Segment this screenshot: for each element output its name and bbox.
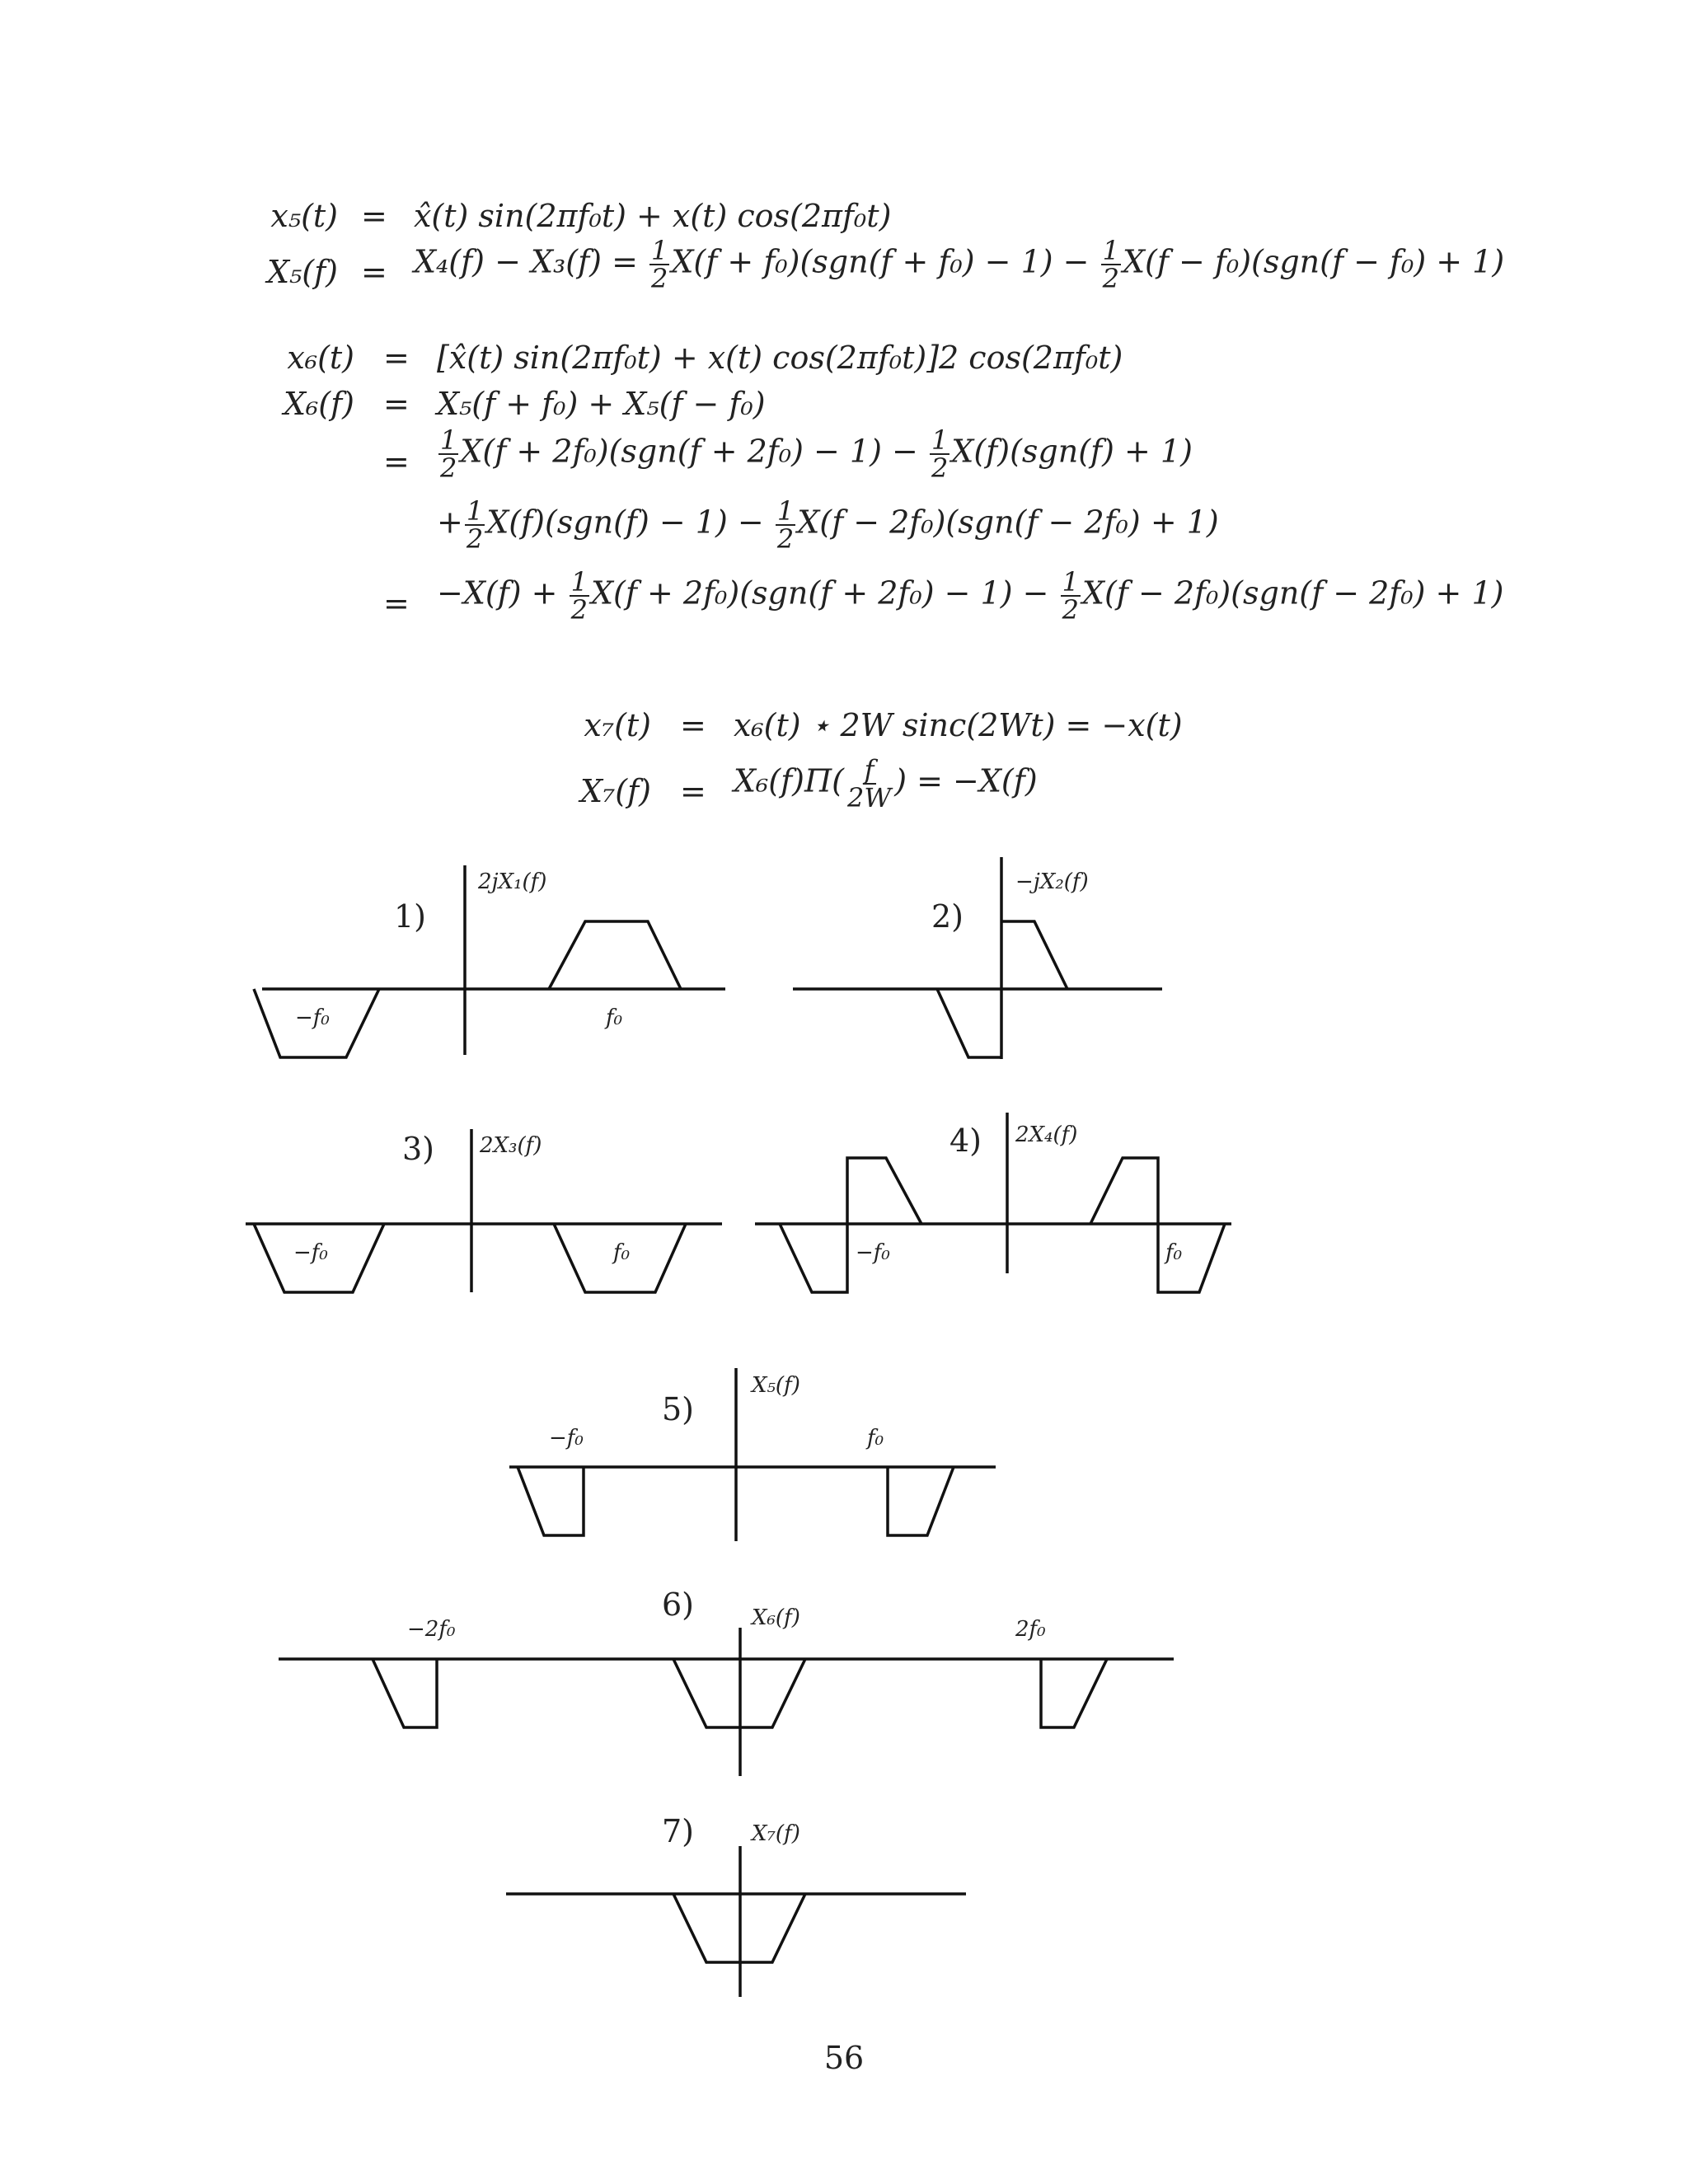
graph-7-number: 7) (662, 1813, 695, 1849)
graph-4-pos-up-shape (1090, 1158, 1158, 1224)
graph-2-negative-shape (937, 989, 1001, 1057)
eq-X7-equals: = (680, 773, 706, 809)
eq-X6-rhs-1: X₅(f + f₀) + X₅(f − f₀) (437, 386, 766, 422)
eq-X6-equals-4: = (383, 585, 410, 621)
fraction-numerator: 1 (931, 424, 949, 456)
graph-2-ylabel: −jX₂(f) (1015, 869, 1089, 894)
eq-x5-rhs: x̂(t) sin(2πf₀t) + x(t) cos(2πf₀t) (414, 198, 892, 234)
eq-X6-rhs-4b: X(f + 2f₀)(sgn(f + 2f₀) − 1) − (590, 574, 1049, 612)
graph-7 (506, 1846, 966, 1997)
graph-5-number: 5) (662, 1391, 695, 1427)
fraction-denominator: 2W (846, 782, 892, 813)
eq-X6-rhs-4a: −X(f) + (437, 574, 558, 612)
graph-1-positive-trapezoid (549, 921, 681, 989)
fraction-numerator: 1 (1102, 235, 1119, 266)
fraction-numerator: 1 (440, 424, 457, 456)
eq-x5-equals: = (361, 198, 387, 234)
graph-1-number: 1) (394, 898, 427, 935)
graph-4 (755, 1113, 1231, 1292)
fraction-numerator: 1 (651, 235, 668, 266)
graph-1-ylabel: 2jX₁(f) (478, 869, 547, 894)
fraction-denominator: 2 (466, 523, 484, 555)
fraction-numerator: 1 (570, 566, 588, 598)
graph-6-right-shape (1041, 1659, 1107, 1727)
graph-5-ylabel: X₅(f) (752, 1373, 800, 1398)
graph-2-number: 2) (931, 898, 964, 935)
fraction-denominator: 2 (1102, 263, 1119, 294)
graph-1-neg-f0-label: −f₀ (295, 1005, 330, 1030)
graph-3-ylabel: 2X₃(f) (480, 1133, 542, 1158)
eq-X6-rhs-2a: X(f + 2f₀)(sgn(f + 2f₀) − 1) − (460, 433, 918, 470)
fraction-denominator: 2 (651, 263, 668, 294)
eq-X6-equals-2: = (383, 443, 410, 480)
graph-1-pos-f0-label: f₀ (606, 1005, 623, 1030)
eq-X7-rhs-a: X₆(f)Π( (734, 762, 844, 799)
graph-2-positive-shape (1001, 921, 1067, 989)
graph-6-neg-2f0-label: −2f₀ (407, 1617, 456, 1642)
graph-6-left-shape (373, 1659, 437, 1727)
eq-X6-equals-1: = (383, 386, 410, 422)
fraction-numerator: 1 (1062, 566, 1079, 598)
eq-x7-equals: = (680, 707, 706, 743)
graph-4-neg-f0-label: −f₀ (856, 1240, 890, 1265)
fraction-denominator: 2 (440, 452, 457, 484)
graph-6-number: 6) (662, 1586, 695, 1623)
fraction-denominator: 2 (931, 452, 949, 484)
eq-X5-equals: = (361, 254, 387, 290)
eq-x7-rhs: x₆(t) ⋆ 2W sinc(2Wt) = −x(t) (734, 707, 1183, 743)
fraction-numerator: f (864, 754, 874, 785)
eq-X5-rhs-a: X₄(f) − X₃(f) = (414, 243, 638, 280)
fraction-numerator: 1 (776, 495, 795, 527)
eq-X6-rhs-2b: X(f)(sgn(f) + 1) (951, 433, 1193, 470)
graph-5-neg-f0-label: −f₀ (549, 1426, 584, 1451)
eq-X7-lhs: X₇(f) (579, 773, 651, 809)
eq-X6-rhs-4c: X(f − 2f₀)(sgn(f − 2f₀) + 1) (1081, 574, 1504, 612)
graph-3-pos-f0-label: f₀ (613, 1240, 631, 1265)
eq-x6-lhs: x₆(t) (287, 340, 354, 376)
graph-5-negative-shape (518, 1467, 584, 1535)
graph-6-pos-2f0-label: 2f₀ (1015, 1617, 1046, 1642)
graph-3-number: 3) (402, 1131, 435, 1167)
graph-4-neg-down-shape (780, 1224, 847, 1292)
eq-X5-lhs: X₅(f) (266, 254, 338, 290)
fraction-numerator: 1 (466, 495, 484, 527)
page-number: 56 (823, 2040, 865, 2076)
eq-X6-rhs-3c: X(f − 2f₀)(sgn(f − 2f₀) + 1) (797, 504, 1219, 541)
eq-x6-rhs: [x̂(t) sin(2πf₀t) + x(t) cos(2πf₀t)]2 cos(2πf₀t) (437, 340, 1123, 376)
graph-7-ylabel: X₇(f) (752, 1821, 800, 1846)
graph-6-ylabel: X₆(f) (752, 1605, 800, 1630)
graph-4-number: 4) (950, 1122, 982, 1159)
eq-x5-lhs: x₅(t) (270, 198, 338, 234)
eq-X6-rhs-3a: + (437, 504, 463, 541)
graph-4-neg-up-shape (847, 1158, 921, 1224)
graph-4-ylabel: 2X₄(f) (1015, 1122, 1078, 1147)
fraction-denominator: 2 (1062, 594, 1079, 626)
graph-3-neg-f0-label: −f₀ (293, 1240, 328, 1265)
graph-4-pos-f0-label: f₀ (1165, 1240, 1183, 1265)
eq-X7-rhs-b: ) = −X(f) (894, 762, 1038, 799)
eq-x7-lhs: x₇(t) (584, 707, 651, 743)
graph-2 (793, 857, 1162, 1059)
graph-5-pos-f0-label: f₀ (867, 1426, 884, 1451)
fraction-denominator: 2 (570, 594, 588, 626)
eq-x6-equals: = (383, 340, 410, 376)
eq-X6-rhs-3b: X(f)(sgn(f) − 1) − (486, 504, 764, 541)
eq-X5-rhs-c: X(f − f₀)(sgn(f − f₀) + 1) (1122, 243, 1505, 280)
graph-5-positive-shape (888, 1467, 954, 1535)
eq-X5-rhs-b: X(f + f₀)(sgn(f + f₀) − 1) − (671, 243, 1090, 280)
eq-X6-lhs: X₆(f) (283, 386, 354, 422)
fraction-denominator: 2 (776, 523, 795, 555)
graph-6 (279, 1628, 1174, 1776)
